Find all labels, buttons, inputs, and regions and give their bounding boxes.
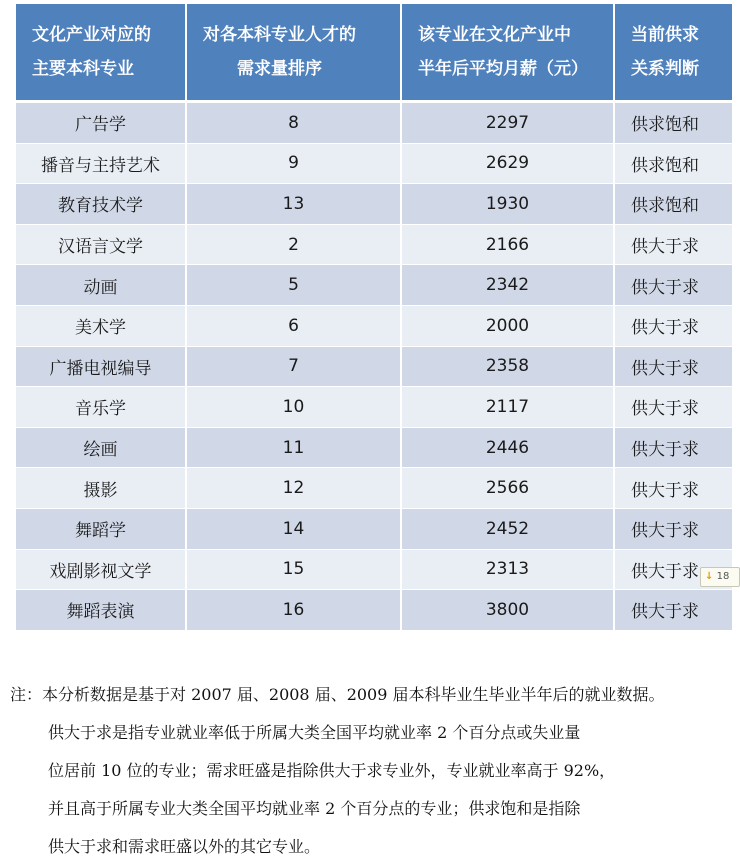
cell-salary: 2166 <box>402 225 615 266</box>
table-row <box>16 306 732 347</box>
cell-major: 音乐学 <box>16 387 187 428</box>
cell-demand-rank: 12 <box>187 468 402 509</box>
footnote-line: 供大于求是指专业就业率低于所属大类全国平均就业率 2 个百分点或失业量 <box>48 723 581 742</box>
cell-supply-demand: 供大于求 <box>615 265 732 306</box>
cell-supply-demand: 供大于求 <box>615 225 732 266</box>
cell-salary: 3800 <box>402 590 615 631</box>
cell-supply-demand: 供大于求 <box>615 590 732 631</box>
cell-salary: 2358 <box>402 347 615 388</box>
employment-table-container <box>16 4 732 631</box>
cell-major: 舞蹈学 <box>16 509 187 550</box>
table-row <box>16 468 732 509</box>
cell-major: 教育技术学 <box>16 184 187 225</box>
cell-salary: 2313 <box>402 550 615 591</box>
footnote-line: 注：本分析数据是基于对 2007 届、2008 届、2009 届本科毕业生毕业半年后的就业数据。 <box>10 685 665 704</box>
cell-supply-demand: 供大于求 <box>615 509 732 550</box>
table-row <box>16 347 732 388</box>
table-row <box>16 428 732 469</box>
cell-salary: 2342 <box>402 265 615 306</box>
cell-salary: 2566 <box>402 468 615 509</box>
cell-supply-demand: 供求饱和 <box>615 144 732 185</box>
footnote-line: 并且高于所属专业大类全国平均就业率 2 个百分点的专业；供求饱和是指除 <box>48 799 581 818</box>
cell-major: 戏剧影视文学 <box>16 550 187 591</box>
cell-major: 美术学 <box>16 306 187 347</box>
table-header-row <box>16 4 732 103</box>
header-demand-rank: 对各本科专业人才的 需求量排序 <box>187 4 402 103</box>
table-row <box>16 225 732 266</box>
cell-major: 广播电视编导 <box>16 347 187 388</box>
table-row <box>16 509 732 550</box>
cell-salary: 2297 <box>402 103 615 144</box>
cell-major: 汉语言文学 <box>16 225 187 266</box>
cell-demand-rank: 10 <box>187 387 402 428</box>
cell-supply-demand: 供大于求 <box>615 428 732 469</box>
header-major: 文化产业对应的 主要本科专业 <box>16 4 187 103</box>
cell-supply-demand: 供求饱和 <box>615 103 732 144</box>
table-row <box>16 550 732 591</box>
cell-salary: 2446 <box>402 428 615 469</box>
badge-text: 18 <box>716 571 730 582</box>
cell-demand-rank: 15 <box>187 550 402 591</box>
cell-major: 摄影 <box>16 468 187 509</box>
table-body <box>16 103 732 631</box>
cell-demand-rank: 9 <box>187 144 402 185</box>
cell-salary: 2117 <box>402 387 615 428</box>
cell-demand-rank: 8 <box>187 103 402 144</box>
header-salary: 该专业在文化产业中 半年后平均月薪（元） <box>402 4 615 103</box>
cell-demand-rank: 16 <box>187 590 402 631</box>
cell-major: 舞蹈表演 <box>16 590 187 631</box>
download-arrow-icon: ↓ <box>705 571 714 582</box>
cell-supply-demand: 供大于求 <box>615 347 732 388</box>
cell-demand-rank: 6 <box>187 306 402 347</box>
cell-demand-rank: 13 <box>187 184 402 225</box>
table-row <box>16 387 732 428</box>
table-row <box>16 144 732 185</box>
cell-demand-rank: 14 <box>187 509 402 550</box>
cell-demand-rank: 5 <box>187 265 402 306</box>
cell-salary: 2000 <box>402 306 615 347</box>
cell-salary: 1930 <box>402 184 615 225</box>
table-row <box>16 103 732 144</box>
table-row <box>16 590 732 631</box>
cell-supply-demand: 供大于求 <box>615 306 732 347</box>
footnote <box>10 676 730 866</box>
footnote-line: 供大于求和需求旺盛以外的其它专业。 <box>48 837 321 856</box>
cell-supply-demand: 供大于求 <box>615 550 732 591</box>
cell-major: 播音与主持艺术 <box>16 144 187 185</box>
cell-major: 绘画 <box>16 428 187 469</box>
cell-salary: 2452 <box>402 509 615 550</box>
cell-demand-rank: 2 <box>187 225 402 266</box>
floating-badge[interactable] <box>700 567 740 587</box>
cell-supply-demand: 供求饱和 <box>615 184 732 225</box>
cell-major: 广告学 <box>16 103 187 144</box>
header-supply-demand: 当前供求 关系判断 <box>615 4 732 103</box>
major-demand-table <box>16 4 732 631</box>
cell-supply-demand: 供大于求 <box>615 387 732 428</box>
cell-supply-demand: 供大于求 <box>615 468 732 509</box>
table-row <box>16 184 732 225</box>
cell-major: 动画 <box>16 265 187 306</box>
footnote-line: 位居前 10 位的专业；需求旺盛是指除供大于求专业外，专业就业率高于 92%， <box>48 761 616 780</box>
cell-demand-rank: 11 <box>187 428 402 469</box>
cell-salary: 2629 <box>402 144 615 185</box>
cell-demand-rank: 7 <box>187 347 402 388</box>
table-row <box>16 265 732 306</box>
